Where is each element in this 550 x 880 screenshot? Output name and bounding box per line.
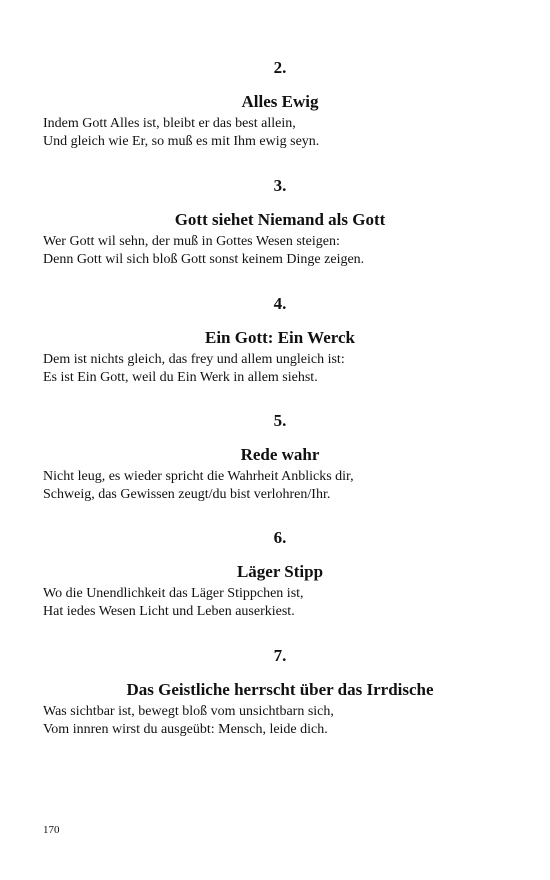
- verse-line: Denn Gott wil sich bloß Gott sonst keinem Dinge zeigen.: [43, 252, 365, 267]
- epigram-title: Läger Stipp: [236, 562, 324, 581]
- verse-line: Vom innren wirst du ausgeübt: Mensch, leide dich.: [43, 722, 328, 737]
- epigram-6: [0, 528, 550, 621]
- epigram-verse: [43, 585, 550, 621]
- epigram-verse: [43, 468, 550, 504]
- verse-line: Hat iedes Wesen Licht und Leben auserkiest.: [43, 604, 295, 619]
- epigram-title: Gott siehet Niemand als Gott: [174, 210, 386, 229]
- epigram-verse: [43, 351, 550, 387]
- epigram-verse: [43, 233, 550, 269]
- page-number: 170: [43, 824, 60, 836]
- epigram-title: Rede wahr: [240, 445, 320, 464]
- verse-line: Dem ist nichts gleich, das frey und allem ungleich ist:: [43, 352, 345, 367]
- epigram-number: 3.: [273, 176, 287, 195]
- epigram-number: 5.: [273, 411, 287, 430]
- epigram-4: [0, 294, 550, 387]
- epigram-number: 4.: [273, 294, 287, 313]
- epigram-5: [0, 411, 550, 504]
- epigram-verse: [43, 115, 550, 151]
- epigram-3: [0, 176, 550, 269]
- verse-line: Und gleich wie Er, so muß es mit Ihm ewig seyn.: [43, 134, 320, 149]
- verse-line: Es ist Ein Gott, weil du Ein Werk in allem siehst.: [43, 370, 318, 385]
- verse-line: Schweig, das Gewissen zeugt/du bist verlohren/Ihr.: [43, 487, 331, 502]
- epigram-title: Das Geistliche herrscht über das Irrdische: [126, 680, 434, 699]
- verse-line: Was sichtbar ist, bewegt bloß vom unsichtbarn sich,: [43, 704, 334, 719]
- epigram-7: [0, 646, 550, 739]
- epigram-number: 7.: [273, 646, 287, 665]
- epigram-number: 6.: [273, 528, 287, 547]
- verse-line: Nicht leug, es wieder spricht die Wahrheit Anblicks dir,: [43, 469, 354, 484]
- epigram-title: Alles Ewig: [241, 92, 319, 111]
- epigram-title: Ein Gott: Ein Werck: [204, 328, 356, 347]
- epigram-number: 2.: [273, 58, 287, 77]
- verse-line: Indem Gott Alles ist, bleibt er das best allein,: [43, 116, 296, 131]
- verse-line: Wo die Unendlichkeit das Läger Stippchen ist,: [43, 586, 304, 601]
- epigram-verse: [43, 703, 550, 739]
- verse-line: Wer Gott wil sehn, der muß in Gottes Wesen steigen:: [43, 234, 340, 249]
- epigram-2: [0, 58, 550, 151]
